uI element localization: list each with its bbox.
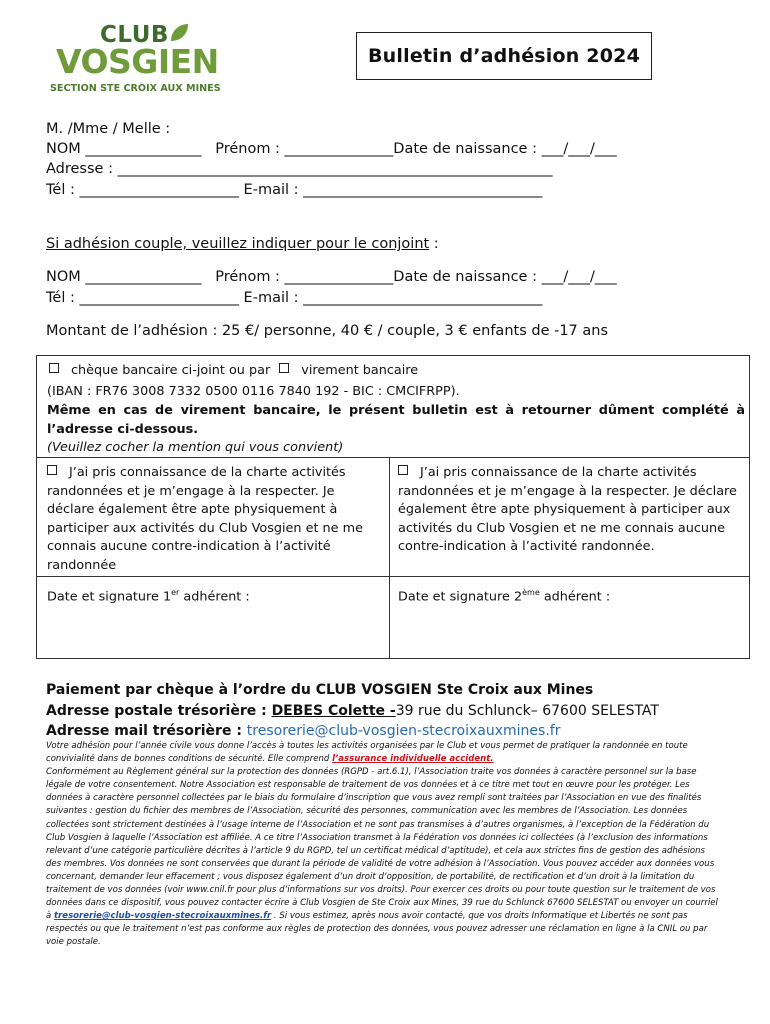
- legal-p3: . Si vous estimez, après nous avoir contacté, que vos droits Informatique et Libertés ne sont pas respectés ou que le traitement n’est pas conforme aux règles de protection des données, vous pouvez adresser une réclamation en ligne à la CNIL ou par voie postale.: [46, 911, 708, 948]
- charter-checkbox-2[interactable]: [398, 465, 408, 475]
- sign1-sup: er: [171, 588, 180, 597]
- couple-nom-line[interactable]: NOM ________________ Prénom : _______________Date de naissance : ___/___/___: [46, 269, 617, 285]
- adresse-line[interactable]: Adresse : ____________________________________________________________: [46, 161, 553, 177]
- legal-p2: Conformément au Règlement général sur la protection des données (RGPD - art.6.1), l’Association traite vos données à caractère personnel sur la base légale de votre consentement. Notre Association est responsable de traitement de vos données et à ce titre met tout en œuvre pour les protéger. Les données à caractère personnel collectées par le biais du formulaire d’inscription que vous avez rempli sont traitées par l’Association en vue des finalités suivantes : gestion du fichier des membres de l’Association, sécurité des personnes, communication avec les membres de l’Association. Les données collectées sont strictement destinées à l’usage interne de l’Association et ne sont pas transmises à d’autres organismes, à l’exception de la Fédération du Club Vosgien à laquelle l’Association est affiliée. A ce titre l’Association transmet à la Fédération vos données ici collectées (à l’exclusion des informations relevant d’une catégorie particulière décrites à l’article 9 du RGPD, tel un certificat médical d’aptitude), et cela aux strictes fins de gestion des adhésions des membres. Vos données ne sont conservées que durant la période de validité de votre adhésion à l’Association. Vous pouvez accéder aux données vous concernant, demander leur effacement ; vous disposez également d’un droit d’opposition, de portabilité, de rectification et d’un droit à la limitation du traitement de vos données (voir www.cnil.fr pour plus d’informations sur vos droits). Pour exercer ces droits ou pour toute question sur le traitement de vos données dans ce dispositif, vous pouvez contacter écrire à Club Vosgien de Ste Croix aux Mines, 39 rue du Schlunck 67600 SELESTAT ou envoyer un courriel à: [46, 767, 718, 922]
- legal-notice: [46, 740, 722, 950]
- charter-rest-2: randonnées et je m’engage à la respecter. Je déclare également être apte physiquement à participer aux activités du Club Vosgien et ne me connais aucune contre-indication à l’activité randonnée.: [398, 483, 737, 554]
- logo-club-text: CLUB: [100, 22, 169, 48]
- couple-tel-line[interactable]: Tél : ______________________ E-mail : _________________________________: [46, 290, 543, 306]
- payment-order: Paiement par chèque à l’ordre du CLUB VOSGIEN Ste Croix aux Mines: [46, 682, 594, 698]
- charter-member1: [47, 464, 377, 575]
- check-instruction: (Veuillez cocher la mention qui vous convient): [47, 440, 344, 455]
- civility-line: M. /Mme / Melle :: [46, 121, 171, 137]
- membership-fee: Montant de l’adhésion : 25 €/ personne, 40 € / couple, 3 € enfants de -17 ans: [46, 323, 609, 339]
- column-divider: [389, 458, 390, 658]
- sign1-prefix: Date et signature 1: [47, 589, 172, 605]
- mail-label: Adresse mail trésorière :: [46, 723, 247, 739]
- legal-email-link[interactable]: tresorerie@club-vosgien-stecroixauxmines.fr: [53, 911, 272, 922]
- payment-charter-panel: [36, 355, 750, 659]
- charter-member2: [398, 464, 738, 557]
- treasurer-email-link[interactable]: tresorerie@club-vosgien-stecroixauxmines.fr: [246, 723, 561, 739]
- insurance-link[interactable]: l’assurance individuelle accident.: [332, 754, 494, 765]
- sign2-suffix: adhérent :: [539, 589, 611, 605]
- signature-1-label[interactable]: [47, 584, 377, 607]
- cheque-label: chèque bancaire ci-joint ou par: [71, 363, 271, 378]
- signature-2-label[interactable]: [398, 584, 738, 607]
- postal-street: 39 rue du Schlunck– 67600 SELESTAT: [395, 703, 659, 719]
- club-vosgien-logo: [48, 22, 248, 98]
- return-notice: Même en cas de virement bancaire, le présent bulletin est à retourner dûment complété à l’adresse ci-dessous.: [47, 403, 745, 437]
- postal-name: DEBES Colette -: [271, 703, 396, 719]
- nom-prenom-birthdate-line[interactable]: NOM ________________ Prénom : _______________Date de naissance : ___/___/___: [46, 141, 617, 157]
- charter-checkbox-1[interactable]: [47, 465, 57, 475]
- mail-address: [46, 722, 560, 740]
- divider: [37, 576, 749, 577]
- virement-label: virement bancaire: [301, 363, 419, 378]
- sign2-sup: ème: [522, 588, 540, 597]
- logo-vosgien-text: VOSGIEN: [56, 42, 219, 81]
- divider: [37, 457, 749, 458]
- legal-p1: Votre adhésion pour l’année civile vous donne l’accès à toutes les activités organisées par le Club et vous permet de pratiquer la randonnée en toute convivialité dans de bonnes conditions de sécurité. Elle comprend: [46, 741, 688, 765]
- charter-rest-1: randonnées et je m’engage à la respecter. Je déclare également être apte physiquement à participer aux activités du Club Vosgien et ne me connais aucune contre-indication à l’activité randonnée: [47, 483, 363, 573]
- iban-text: (IBAN : FR76 3008 7332 0500 0116 7840 192 - BIC : CMCIFRPP).: [47, 384, 460, 399]
- couple-heading: [46, 235, 439, 253]
- form-title: Bulletin d’adhésion 2024: [356, 32, 652, 80]
- charter-line1-2: J’ai pris connaissance de la charte activités: [420, 465, 697, 480]
- cheque-checkbox[interactable]: [49, 363, 59, 373]
- logo-leaf-icon: [168, 22, 190, 44]
- tel-email-line[interactable]: Tél : ______________________ E-mail : _________________________________: [46, 182, 543, 198]
- sign2-prefix: Date et signature 2: [398, 589, 523, 605]
- sign1-suffix: adhérent :: [179, 589, 250, 605]
- virement-checkbox[interactable]: [279, 363, 289, 373]
- couple-heading-colon: :: [429, 236, 439, 252]
- couple-heading-text: Si adhésion couple, veuillez indiquer pour le conjoint: [46, 236, 430, 252]
- postal-label: Adresse postale trésorière :: [46, 703, 272, 719]
- charter-line1-1: J’ai pris connaissance de la charte activités: [69, 465, 346, 480]
- logo-section-text: SECTION STE CROIX AUX MINES: [50, 83, 221, 94]
- payment-method-line: [49, 362, 739, 381]
- postal-address: [46, 702, 659, 720]
